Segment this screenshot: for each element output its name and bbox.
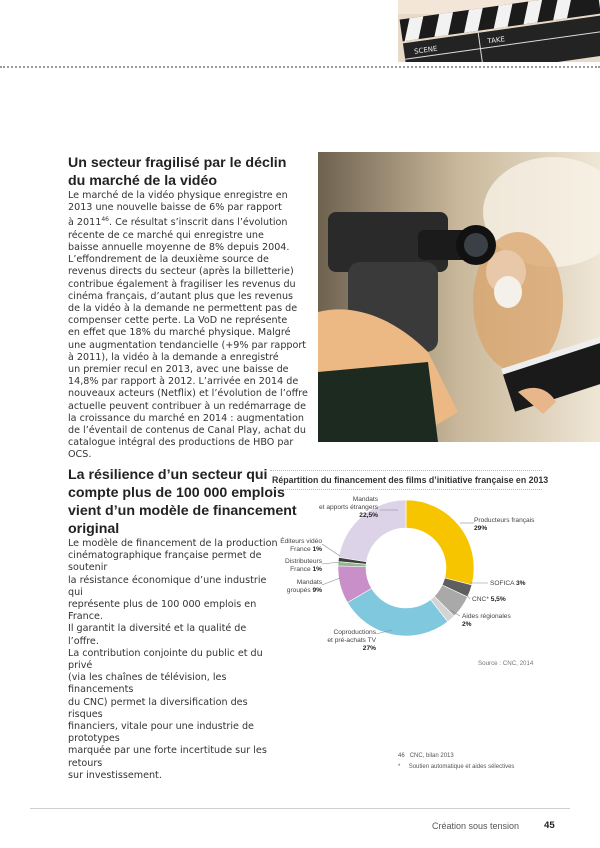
label-value: 1% xyxy=(312,546,322,553)
page-number: 45 xyxy=(544,820,555,831)
label-value: 22,5% xyxy=(359,512,378,519)
label-text: France xyxy=(290,546,313,553)
leader-line-2 xyxy=(322,544,340,556)
label-value: 29% xyxy=(474,525,488,532)
text-line: catalogue intégral des productions de HBO par xyxy=(68,437,294,449)
footnote-star xyxy=(398,764,514,770)
text-line: de l’éventail de contenus de Canal Play, achat du xyxy=(68,425,306,437)
text-line: à 2011 xyxy=(68,217,102,229)
footnote-num: 46 xyxy=(398,753,405,759)
label-text: CNC* xyxy=(472,596,491,603)
label-text: Coproductions xyxy=(333,629,376,636)
section2-title-line: vient d’un modèle de financement xyxy=(68,503,297,519)
label-value: 27% xyxy=(362,645,376,652)
text-line: nouveaux acteurs (Netflix) et l’évolution de l’offre xyxy=(68,388,308,400)
section1-title-line: Un secteur fragilisé par le déclin xyxy=(68,155,287,171)
text-line: cinéma français, d’autant plus que les revenus xyxy=(68,290,294,302)
header-dotted-rule xyxy=(0,66,600,68)
label-value: 2% xyxy=(462,621,472,628)
text-line: 14,8% par rapport à 2012. L’arrivée en 2014 de xyxy=(68,376,299,388)
text-line: revenus directs du secteur (après la billetterie) xyxy=(68,266,294,278)
section1-title-line: du marché de la vidéo xyxy=(68,173,218,189)
label-text: et apports étrangers xyxy=(318,504,378,511)
footer-rule xyxy=(30,808,570,809)
text-line: contribue également à fragiliser les revenus du xyxy=(68,278,296,290)
text-line: sur investissement. xyxy=(68,769,162,781)
text-line: du CNC) permet la diversification des risques xyxy=(68,696,248,720)
text-line: une augmentation tendancielle (+9% par rapport xyxy=(68,339,307,351)
section2-title xyxy=(68,466,297,538)
text-line: compenser cette perte. La VoD ne représente xyxy=(68,315,288,327)
label-text: et pré-achats TV xyxy=(327,637,376,644)
section2-body xyxy=(68,538,278,782)
text-line: Il garantit la diversité et la qualité de l’offre. xyxy=(68,623,247,647)
section2-title-line: original xyxy=(68,521,120,537)
text-line: baisse annuelle moyenne de 8% depuis 2004. xyxy=(68,242,290,253)
footnote-text: CNC, bilan 2013 xyxy=(409,753,454,759)
leader-line-4 xyxy=(322,578,340,585)
text-line: (via les chaînes de télévision, les financements xyxy=(68,672,227,696)
label-text: SOFICA xyxy=(490,580,517,587)
chart-title: Répartition du financement des films d’initiative française en 2013 xyxy=(270,470,542,490)
text-line: marquée par une forte incertitude sur les retours xyxy=(68,745,267,769)
label-text: Mandats xyxy=(296,579,322,586)
section2-title-line: La résilience d’un secteur qui xyxy=(68,467,268,483)
text-line: Le marché de la vidéo physique enregistre en xyxy=(68,190,288,201)
footnote-num: * xyxy=(398,764,401,770)
label-text: Producteurs français xyxy=(474,517,535,524)
label-value: 3% xyxy=(516,580,526,587)
text-line: la croissance du marché en 2014 : augmentation xyxy=(68,412,304,424)
label-text: Mandats xyxy=(352,496,378,503)
label-coproductions xyxy=(306,629,376,653)
clapperboard-image xyxy=(398,0,600,62)
text-line: actuelle peuvent contribuer à un redémarrage de xyxy=(68,400,307,412)
financing-chart xyxy=(270,470,549,670)
text-line: . Ce résultat s’inscrit dans l’évolution xyxy=(109,217,288,229)
label-sofica xyxy=(490,580,526,588)
text-line: Le modèle de financement de la production xyxy=(68,538,278,549)
text-line: La contribution conjointe du public et du privé xyxy=(68,647,263,672)
label-text: Aides régionales xyxy=(462,613,511,620)
label-mandats-etrangers xyxy=(298,496,378,520)
text-line: un premier recul en 2013, avec une baisse de xyxy=(68,364,289,376)
text-line: financiers, vitale pour une industrie de prototypes xyxy=(68,721,254,745)
text-line: OCS. xyxy=(68,449,92,461)
text-line: représente plus de 100 000 emplois en France. xyxy=(68,599,257,623)
chart-source: Source : CNC, 2014 xyxy=(478,660,534,667)
label-text: Distributeurs xyxy=(284,558,322,565)
label-text: France xyxy=(290,566,313,573)
text-line: cinématographique française permet de soutenir xyxy=(68,550,262,574)
section1-body xyxy=(68,190,318,462)
label-text: Éditeurs vidéo xyxy=(280,538,322,545)
footnote-ref: 46 xyxy=(101,216,109,224)
label-value: 5,5% xyxy=(490,596,506,603)
text-line: à 2011), la vidéo à la demande a enregistré xyxy=(68,351,279,363)
text-line: L’effondrement de la deuxième source de xyxy=(68,254,269,266)
text-line: de la vidéo à la demande ne permettent pas de xyxy=(68,303,298,315)
label-producteurs xyxy=(474,517,534,533)
leader-line-3 xyxy=(322,562,340,564)
label-cnc xyxy=(472,596,506,604)
footer-title: Création sous tension xyxy=(432,821,520,831)
label-aides xyxy=(462,613,511,629)
label-value: 9% xyxy=(312,587,322,594)
clapper-scene-text: SCENE xyxy=(413,44,438,56)
text-line: en effet que 18% du marché physique. Malgré xyxy=(68,327,291,339)
clapper-take-text: TAKE xyxy=(486,35,506,46)
section1-title xyxy=(68,154,286,190)
label-distributeurs xyxy=(270,558,322,574)
slice-0 xyxy=(406,500,474,585)
section2-title-line: compte plus de 100 000 emplois xyxy=(68,485,285,501)
text-line: la résistance économique d’une industrie qui xyxy=(68,574,267,598)
label-value: 1% xyxy=(312,566,322,573)
text-line: récente de ce marché qui enregistre une xyxy=(68,229,264,241)
camera-photo xyxy=(318,152,600,442)
label-text: groupés xyxy=(286,587,313,594)
footnote-text: Soutien automatique et aides sélectives xyxy=(408,764,515,770)
label-mandats-groupes xyxy=(270,579,322,595)
text-line: 2013 une nouvelle baisse de 6% par rapport xyxy=(68,202,282,214)
footnote-46 xyxy=(398,753,454,759)
label-editeurs xyxy=(270,538,322,554)
